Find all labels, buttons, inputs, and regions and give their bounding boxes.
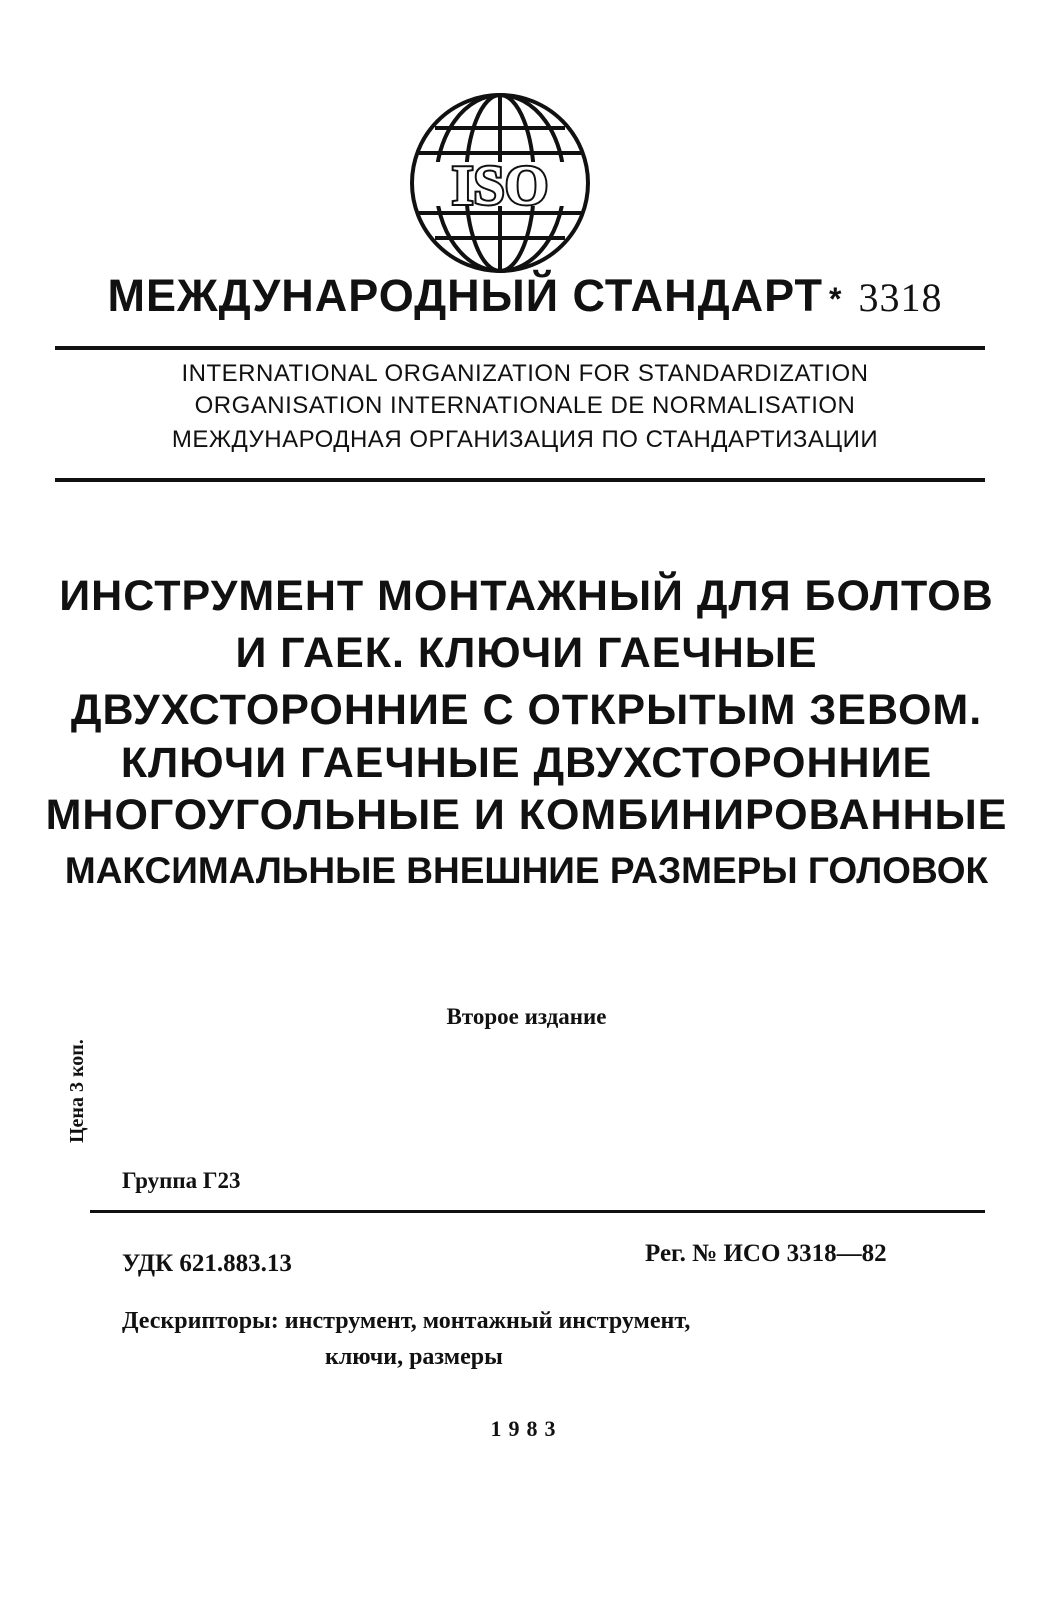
standard-heading: [60, 270, 990, 322]
iso-logo-text: ISO: [451, 155, 549, 217]
publication-year: 1983: [490, 1416, 563, 1441]
edition-label: Второе издание: [446, 1004, 607, 1029]
standard-number: 3318: [858, 275, 943, 320]
price-label: Цена 3 коп.: [66, 1039, 88, 1143]
document-title-line-4: КЛЮЧИ ГАЕЧНЫЕ ДВУХСТОРОННИЕ: [120, 739, 933, 787]
organization-name-fr: ORGANISATION INTERNATIONALE DE NORMALISATION: [194, 392, 856, 419]
document-subtitle: МАКСИМАЛЬНЫЕ ВНЕШНИЕ РАЗМЕРЫ ГОЛОВОК: [64, 850, 989, 891]
document-title-line-5: МНОГОУГОЛЬНЫЕ И КОМБИНИРОВАННЫЕ: [45, 791, 1008, 839]
standard-heading-title: МЕЖДУНАРОДНЫЙ СТАНДАРТ: [107, 270, 824, 321]
group-label: Группа Г23: [122, 1168, 241, 1193]
divider-organizations: [55, 478, 985, 482]
star-mark: *: [829, 280, 843, 317]
registration-number: Рег. № ИСО 3318—82: [645, 1240, 887, 1267]
divider-top: [55, 346, 985, 350]
descriptors: [122, 1303, 690, 1375]
organization-name-en: INTERNATIONAL ORGANIZATION FOR STANDARDIZATION: [181, 360, 869, 387]
udk-code: УДК 621.883.13: [122, 1250, 292, 1277]
organization-name-ru: МЕЖДУНАРОДНАЯ ОРГАНИЗАЦИЯ ПО СТАНДАРТИЗАЦИИ: [171, 426, 879, 453]
document-title-line-2: И ГАЕК. КЛЮЧИ ГАЕЧНЫЕ: [235, 629, 818, 677]
document-title-line-3: ДВУХСТОРОННИЕ С ОТКРЫТЫМ ЗЕВОМ.: [70, 686, 983, 734]
descriptors-line-1: инструмент, монтажный инструмент,: [284, 1308, 691, 1334]
iso-globe-logo: [405, 88, 595, 278]
divider-bottom: [90, 1210, 985, 1213]
descriptors-label: Дескрипторы:: [122, 1308, 279, 1334]
descriptors-line-2: ключи, размеры: [325, 1344, 503, 1370]
document-title-line-1: ИНСТРУМЕНТ МОНТАЖНЫЙ ДЛЯ БОЛТОВ: [59, 572, 994, 620]
